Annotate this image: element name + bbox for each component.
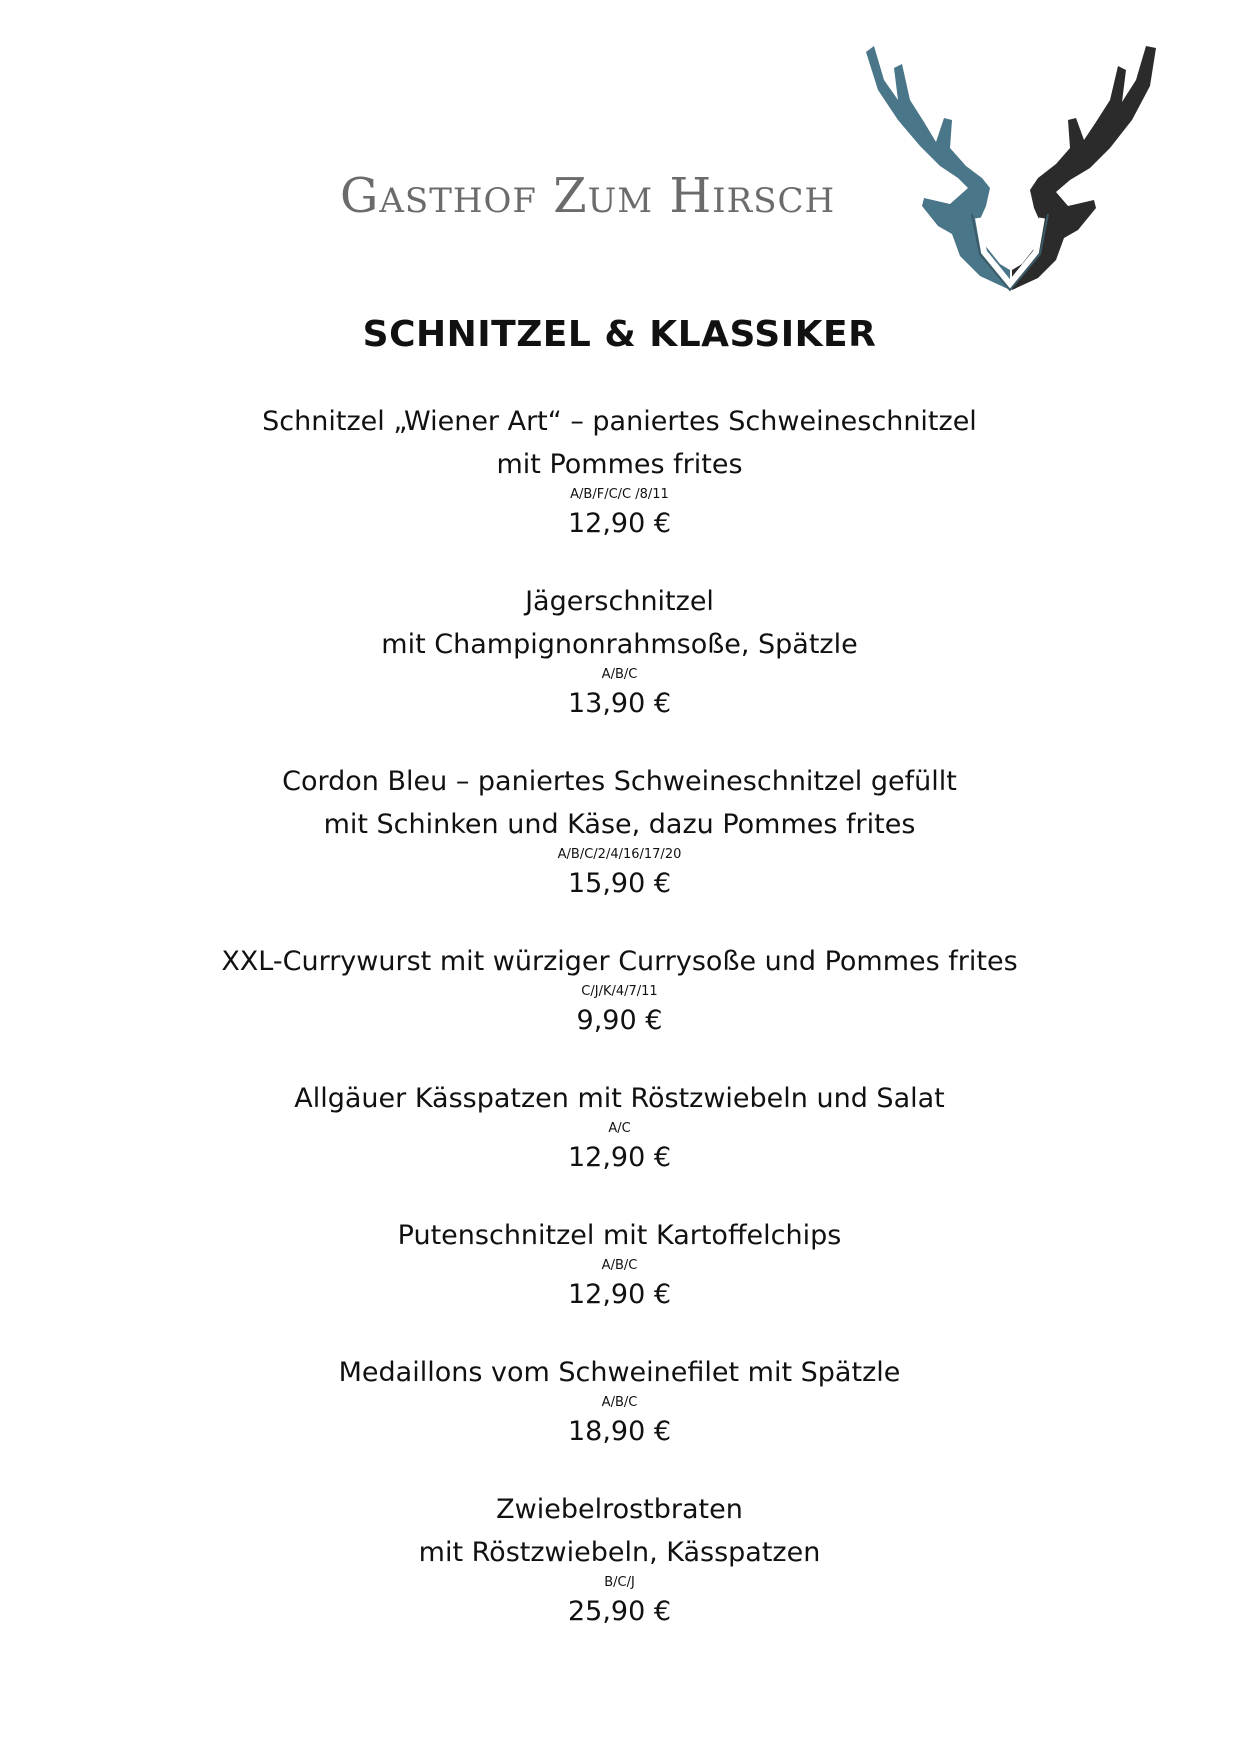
item-description: XXL-Currywurst mit würziger Currysoße und Pommes frites xyxy=(221,946,1018,977)
item-price: 12,90 € xyxy=(567,1142,672,1173)
item-description: Allgäuer Kässpatzen mit Röstzwiebeln und Salat xyxy=(294,1083,945,1114)
menu-item xyxy=(0,760,1239,904)
deer-antlers-logo-icon xyxy=(860,38,1160,298)
menu-item xyxy=(0,1214,1239,1315)
item-description: mit Champignonrahmsoße, Spätzle xyxy=(381,629,858,660)
menu-item xyxy=(0,940,1239,1041)
item-description: mit Röstzwiebeln, Kässpatzen xyxy=(418,1537,821,1568)
item-price: 12,90 € xyxy=(567,1279,672,1310)
item-allergens: A/B/C/2/4/16/17/20 xyxy=(557,847,682,862)
item-description: Medaillons vom Schweinefilet mit Spätzle xyxy=(338,1357,901,1388)
item-price: 9,90 € xyxy=(576,1005,663,1036)
menu-item xyxy=(0,1077,1239,1178)
item-allergens: B/C/J xyxy=(604,1575,635,1590)
item-price: 15,90 € xyxy=(567,868,672,899)
menu-header xyxy=(0,0,1239,300)
item-description: mit Schinken und Käse, dazu Pommes frites xyxy=(323,809,916,840)
item-price: 18,90 € xyxy=(567,1416,672,1447)
menu-list xyxy=(0,400,1239,1668)
restaurant-name: Gasthof Zum Hirsch xyxy=(340,168,836,224)
item-allergens: A/B/C xyxy=(601,1258,638,1273)
item-allergens: A/B/C xyxy=(601,1395,638,1410)
menu-item xyxy=(0,1488,1239,1632)
item-description: Schnitzel „Wiener Art“ – paniertes Schweineschnitzel xyxy=(262,406,977,437)
section-title: SCHNITZEL & KLASSIKER xyxy=(362,314,877,355)
item-allergens: A/B/F/C/C /8/11 xyxy=(570,487,669,502)
item-description: Cordon Bleu – paniertes Schweineschnitzel gefüllt xyxy=(282,766,957,797)
item-description: Zwiebelrostbraten xyxy=(496,1494,743,1525)
item-description: mit Pommes frites xyxy=(496,449,743,480)
item-description: Putenschnitzel mit Kartoffelchips xyxy=(397,1220,842,1251)
item-allergens: C/J/K/4/7/11 xyxy=(581,984,658,999)
item-allergens: A/B/C xyxy=(601,667,638,682)
menu-item xyxy=(0,400,1239,544)
menu-item xyxy=(0,580,1239,724)
item-description: Jägerschnitzel xyxy=(525,586,714,617)
item-price: 12,90 € xyxy=(567,508,672,539)
item-price: 13,90 € xyxy=(567,688,672,719)
menu-item xyxy=(0,1351,1239,1452)
item-allergens: A/C xyxy=(608,1121,631,1136)
item-price: 25,90 € xyxy=(567,1596,672,1627)
